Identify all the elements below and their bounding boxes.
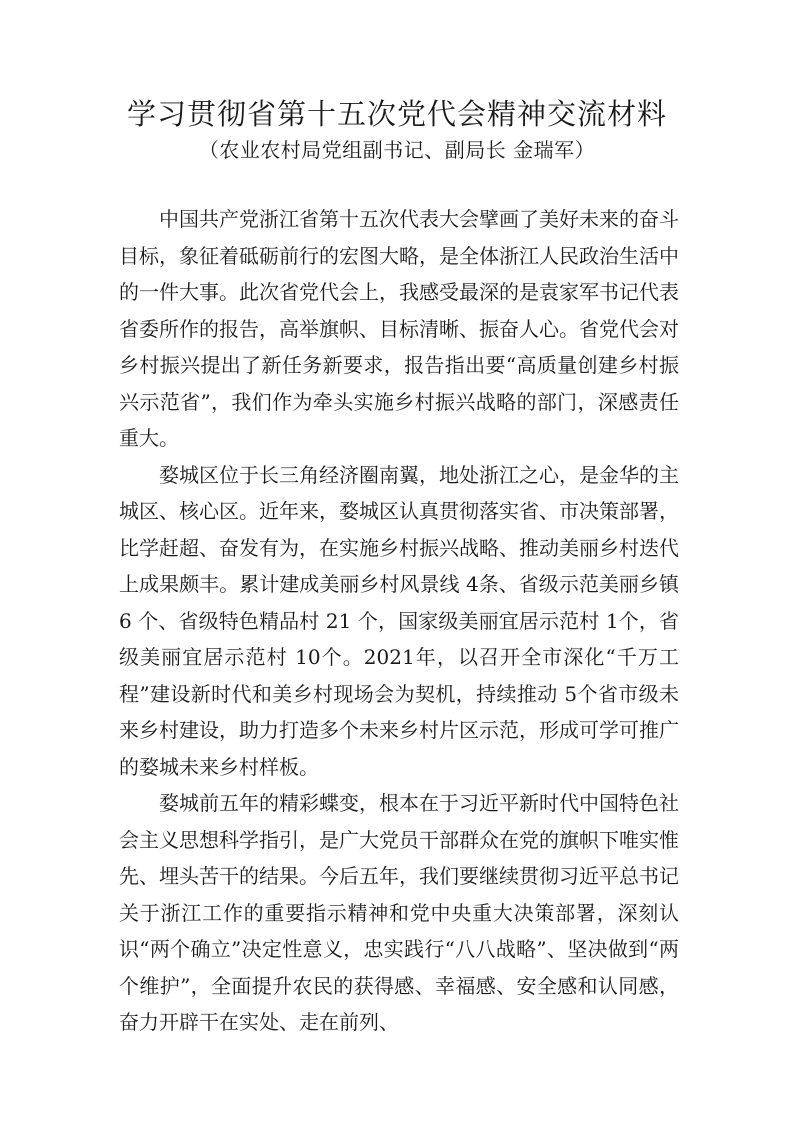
document-title: 学习贯彻省第十五次党代会精神交流材料	[126, 97, 667, 131]
document-body	[119, 201, 679, 1041]
paragraph-1: 中国共产党浙江省第十五次代表大会擘画了美好未来的奋斗目标，象征着砥砺前行的宏图大略，是全体浙江人民政治生活中的一件大事。此次省党代会上，我感受最深的是袁家军书记代表省委所作的报告，高举旗帜、目标清晰、振奋人心。省党代会对乡村振兴提出了新任务新要求，报告指出要“高质量创建乡村振兴示范省”，我们作为牵头实施乡村振兴战略的部门，深感责任重大。	[119, 207, 679, 450]
paragraph-3: 婺城前五年的精彩蝶变，根本在于习近平新时代中国特色社会主义思想科学指引，是广大党员干部群众在党的旗帜下唯实惟先、埋头苦干的结果。今后五年，我们要继续贯彻习近平总书记关于浙江工作的重要指示精神和党中央重大决策部署，深刻认识“两个确立”决定性意义，忠实践行“八八战略”、坚决做到“两个维护”，全面提升农民的获得感、幸福感、安全感和认同感，奋力开辟干在实处、走在前列、	[119, 791, 679, 1034]
paragraph-2: 婺城区位于长三角经济圈南翼，地处浙江之心，是金华的主城区、核心区。近年来，婺城区认真贯彻落实省、市决策部署，比学赶超、奋发有为，在实施乡村振兴战略、推动美丽乡村迭代上成果颇丰。累计建成美丽乡村风景线 4条、省级示范美丽乡镇 6 个、省级特色精品村 21 个，国家级美丽宜居示范村 1个，省级美丽宜居示范村 10个。2021年，以召开全市深化“千万工程”建设新时代和美乡村现场会为契机，持续推动 5个省市级未来乡村建设，助力打造多个未来乡村片区示范，形成可学可推广的婺城未来乡村样板。	[119, 462, 679, 779]
document-subtitle: （农业农村局党组副书记、副局长 金瑞军）	[198, 138, 596, 162]
